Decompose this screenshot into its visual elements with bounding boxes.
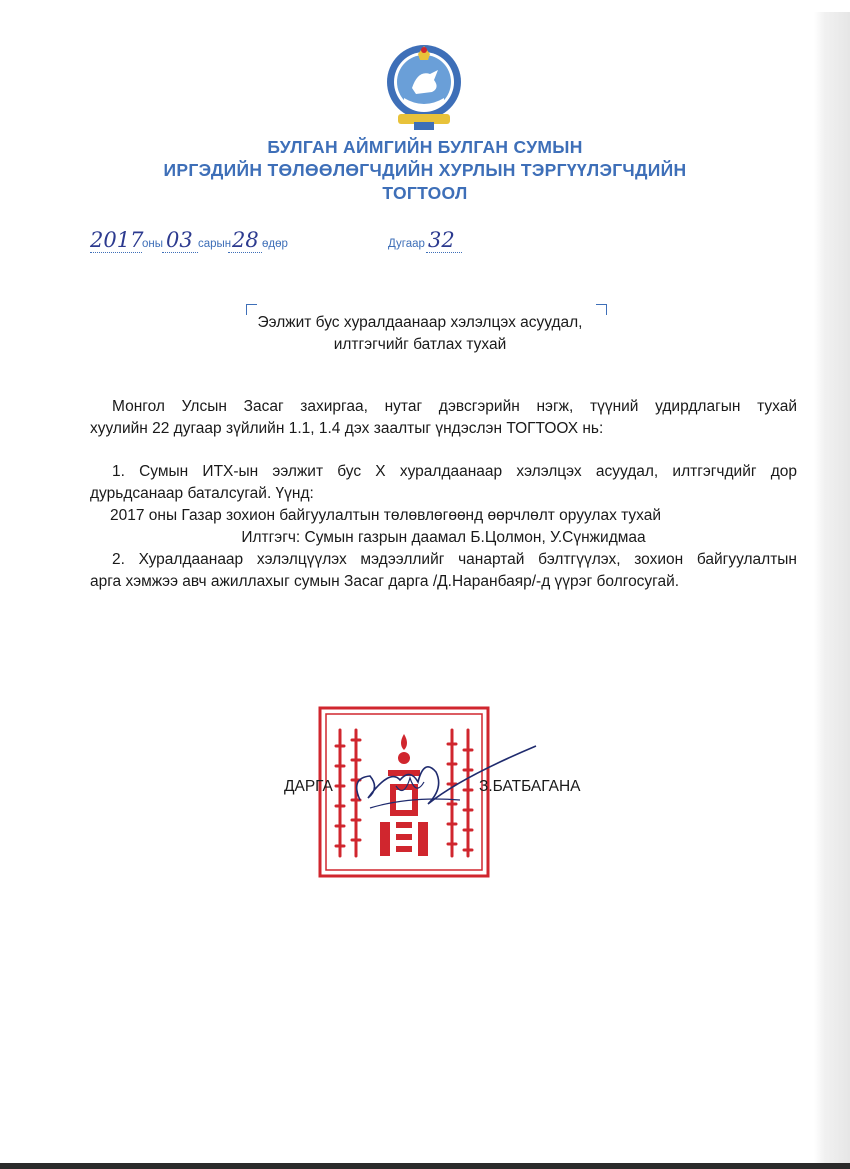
item-2-line-1: 2. Хуралдаанаар хэлэлцүүлэх мэдээллийг чанартай бэлтгүүлэх, зохион байгуулалтын — [112, 551, 797, 568]
header-line-1: БУЛГАН АЙМГИЙН БУЛГАН СУМЫН — [267, 137, 583, 157]
preamble-line-2: хуулийн 22 дугаар зүйлийн 1.1, 1.4 дэх заалтыг үндэслэн ТОГТООХ нь: — [90, 420, 604, 437]
day-underline — [228, 252, 262, 254]
year-suffix: оны — [142, 238, 164, 250]
header-line-3-title: ТОГТООЛ — [382, 183, 468, 203]
handwritten-month: 03 — [166, 228, 193, 252]
subject-line-2: илтгэгчийг батлах тухай — [333, 336, 507, 353]
subject-line-1: Ээлжит бус хуралдаанаар хэлэлцэх асуудал, — [257, 314, 583, 331]
handwritten-signature — [340, 738, 540, 828]
item-1-line-2: дурьдсанаар баталсугай. Үүнд: — [90, 485, 314, 502]
month-suffix: сарын — [198, 238, 232, 250]
page-edge-shadow — [814, 12, 850, 1169]
item-2-line-2: арга хэмжээ авч ажиллахыг сумын Засаг дарга /Д.Наранбаяр/-д үүрэг болгосугай. — [90, 573, 680, 590]
subject-block — [200, 312, 640, 356]
month-underline — [162, 252, 198, 254]
agenda-item: 2017 оны Газар зохион байгуулалтын төлөвлөгөөнд өөрчлөлт оруулах тухай — [110, 507, 662, 524]
signatory-title: ДАРГА — [284, 778, 333, 795]
number-label: Дугаар — [388, 238, 425, 250]
day-suffix: өдөр — [262, 238, 288, 250]
speakers-line: Илтгэгч: Сумын газрын даамал Б.Цолмон, У.Сүнжидмаа — [241, 529, 646, 546]
page-bottom-edge — [0, 1163, 850, 1169]
date-row — [90, 228, 550, 258]
item-1-line-1: 1. Сумын ИТХ-ын ээлжит бус Х хуралдаанаар хэлэлцэх асуудал, илтгэгчдийг дор — [112, 463, 797, 480]
header-line-2: ИРГЭДИЙН ТӨЛӨӨЛӨГЧДИЙН ХУРЛЫН ТЭРГҮҮЛЭГЧДИЙН — [163, 160, 687, 180]
handwritten-number: 32 — [428, 228, 455, 252]
preamble-line-1: Монгол Улсын Засаг захиргаа, нутаг дэвсгэрийн нэгж, түүний удирдлагын тухай — [112, 398, 797, 415]
number-underline — [426, 252, 462, 254]
signatory-name: З.БАТБАГАНА — [479, 778, 581, 795]
year-underline — [90, 252, 142, 254]
handwritten-day: 28 — [232, 228, 259, 252]
handwritten-year: 2017 — [90, 228, 144, 252]
state-emblem-icon — [384, 40, 464, 132]
